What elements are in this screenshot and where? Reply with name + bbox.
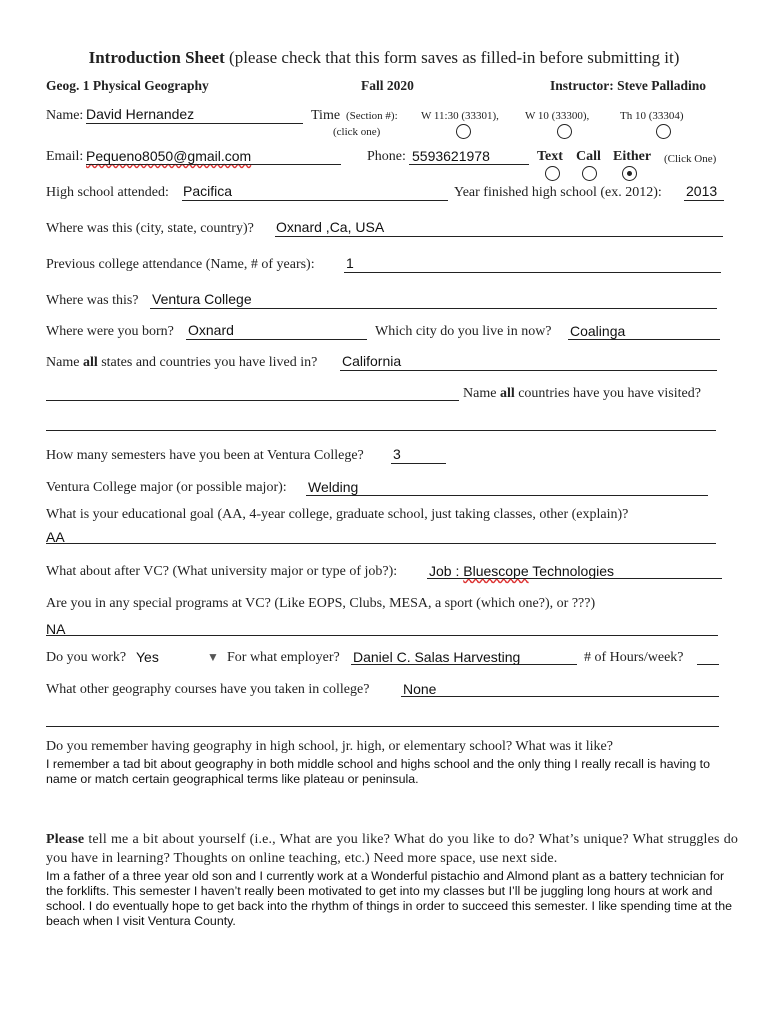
section-1-radio[interactable] [456, 124, 471, 139]
remember-field[interactable]: I remember a tad bit about geography in both middle school and highs school and the only thing I really recall is having to name or match certain geographical terms like plateau or peninsula. [46, 757, 710, 786]
prev-college-underline [344, 272, 721, 273]
contact-either-label: Either [613, 149, 652, 164]
live-label: Which city do you live in now? [375, 324, 552, 339]
other-courses-underline [401, 696, 719, 697]
born-label: Where were you born? [46, 324, 174, 339]
email-field[interactable]: Pequeno8050@gmail.com [86, 148, 252, 164]
employer-underline [351, 664, 577, 665]
year-finished-field[interactable]: 2013 [686, 183, 718, 199]
email-underline [86, 164, 341, 165]
name-underline [86, 123, 303, 124]
other-courses-extra-line [46, 726, 719, 727]
major-label: Ventura College major (or possible major): [46, 480, 287, 495]
contact-text-label: Text [537, 149, 563, 164]
college-location-underline [150, 308, 717, 309]
work-label: Do you work? [46, 650, 127, 665]
section-2-radio[interactable] [557, 124, 572, 139]
section-3-radio[interactable] [656, 124, 671, 139]
college-location-label: Where was this? [46, 293, 139, 308]
hs-location-underline [275, 236, 723, 237]
section-3-label: Th 10 (33304) [620, 110, 684, 122]
live-underline [568, 339, 720, 340]
prev-college-label: Previous college attendance (Name, # of years): [46, 257, 315, 272]
contact-call-label: Call [576, 149, 601, 164]
goal-field[interactable]: AA [46, 529, 65, 545]
born-field[interactable]: Oxnard [188, 322, 234, 338]
year-underline [684, 200, 724, 201]
chevron-down-icon[interactable]: ▼ [207, 650, 219, 664]
name-label: Name: [46, 108, 84, 123]
phone-field[interactable]: 5593621978 [412, 148, 490, 164]
college-location-field[interactable]: Ventura College [152, 291, 252, 307]
about-label: Please tell me a bit about yourself (i.e., What are you like? What do you like to do? What’s unique? What struggles do you have in learning? Thoughts on online teaching, etc.) Need more space, use next side. [46, 832, 739, 866]
contact-click-one: (Click One) [664, 153, 717, 165]
click-one-note: (click one) [333, 126, 381, 138]
goal-underline [46, 543, 716, 544]
after-vc-field[interactable]: Job : Bluescope Technologies [429, 563, 615, 579]
states-continued-underline [46, 400, 459, 401]
hours-field[interactable] [697, 664, 719, 665]
hours-label: # of Hours/week? [584, 650, 684, 665]
states-underline [340, 370, 717, 371]
contact-either-radio[interactable] [622, 166, 637, 181]
goal-label: What is your educational goal (AA, 4-year college, graduate school, just taking classes, other (explain)? [46, 507, 629, 522]
form-title-note: (please check that this form saves as filled-in before submitting it) [229, 48, 680, 67]
after-vc-label: What about after VC? (What university major or type of job?): [46, 564, 398, 579]
countries-field[interactable] [46, 430, 716, 431]
section-2-label: W 10 (33300), [525, 110, 590, 122]
semesters-label: How many semesters have you been at Ventura College? [46, 448, 364, 463]
employer-label: For what employer? [227, 650, 340, 665]
live-field[interactable]: Coalinga [570, 323, 626, 339]
born-underline [186, 339, 367, 340]
semesters-underline [391, 463, 446, 464]
countries-label: Name all countries have you have visited? [463, 386, 701, 401]
form-title [0, 48, 768, 68]
name-field[interactable]: David Hernandez [86, 106, 195, 122]
contact-call-radio[interactable] [582, 166, 597, 181]
other-courses-label: What other geography courses have you taken in college? [46, 682, 370, 697]
employer-field[interactable]: Daniel C. Salas Harvesting [353, 649, 521, 665]
email-label: Email: [46, 149, 84, 164]
work-field[interactable]: Yes [136, 649, 159, 665]
section-label: (Section #): [346, 110, 398, 122]
semesters-field[interactable]: 3 [393, 446, 401, 462]
states-label: Name all states and countries you have lived in? [46, 355, 318, 370]
time-label: Time [311, 108, 341, 123]
section-1-label: W 11:30 (33301), [421, 110, 499, 122]
states-field[interactable]: California [342, 353, 402, 369]
phone-label: Phone: [367, 149, 406, 164]
hs-location-field[interactable]: Oxnard ,Ca, USA [276, 219, 385, 235]
form-title-bold: Introduction Sheet [88, 48, 225, 67]
highschool-underline [182, 200, 448, 201]
hs-location-label: Where was this (city, state, country)? [46, 221, 254, 236]
other-courses-field[interactable]: None [403, 681, 437, 697]
prev-college-field[interactable]: 1 [346, 255, 354, 271]
about-field[interactable]: Im a father of a three year old son and I currently work at a Wonderful pistachio and Almond plant as a battery technician for the forklifts. This semester I haven’t really been motivated to get into my classes but I’ll be juggling long hours at work and school. I do eventually hope to get back into the rhythm of things in order to succeed this semester. I like spending time at the beach when I visit Ventura County. [46, 869, 733, 928]
course-name: Geog. 1 Physical Geography [46, 78, 209, 93]
after-vc-underline [427, 578, 722, 579]
programs-label: Are you in any special programs at VC? (Like EOPS, Clubs, MESA, a sport (which one?), or ???) [46, 596, 596, 611]
remember-label: Do you remember having geography in high school, jr. high, or elementary school? What was it like? [46, 739, 613, 754]
highschool-label: High school attended: [46, 185, 169, 200]
phone-underline [409, 164, 529, 165]
year-finished-label: Year finished high school (ex. 2012): [454, 185, 662, 200]
major-underline [306, 495, 708, 496]
programs-underline [46, 635, 718, 636]
programs-field[interactable]: NA [46, 621, 66, 637]
contact-text-radio[interactable] [545, 166, 560, 181]
major-field[interactable]: Welding [308, 479, 359, 495]
instructor: Instructor: Steve Palladino [550, 78, 706, 93]
highschool-field[interactable]: Pacifica [183, 183, 233, 199]
term: Fall 2020 [361, 78, 414, 93]
